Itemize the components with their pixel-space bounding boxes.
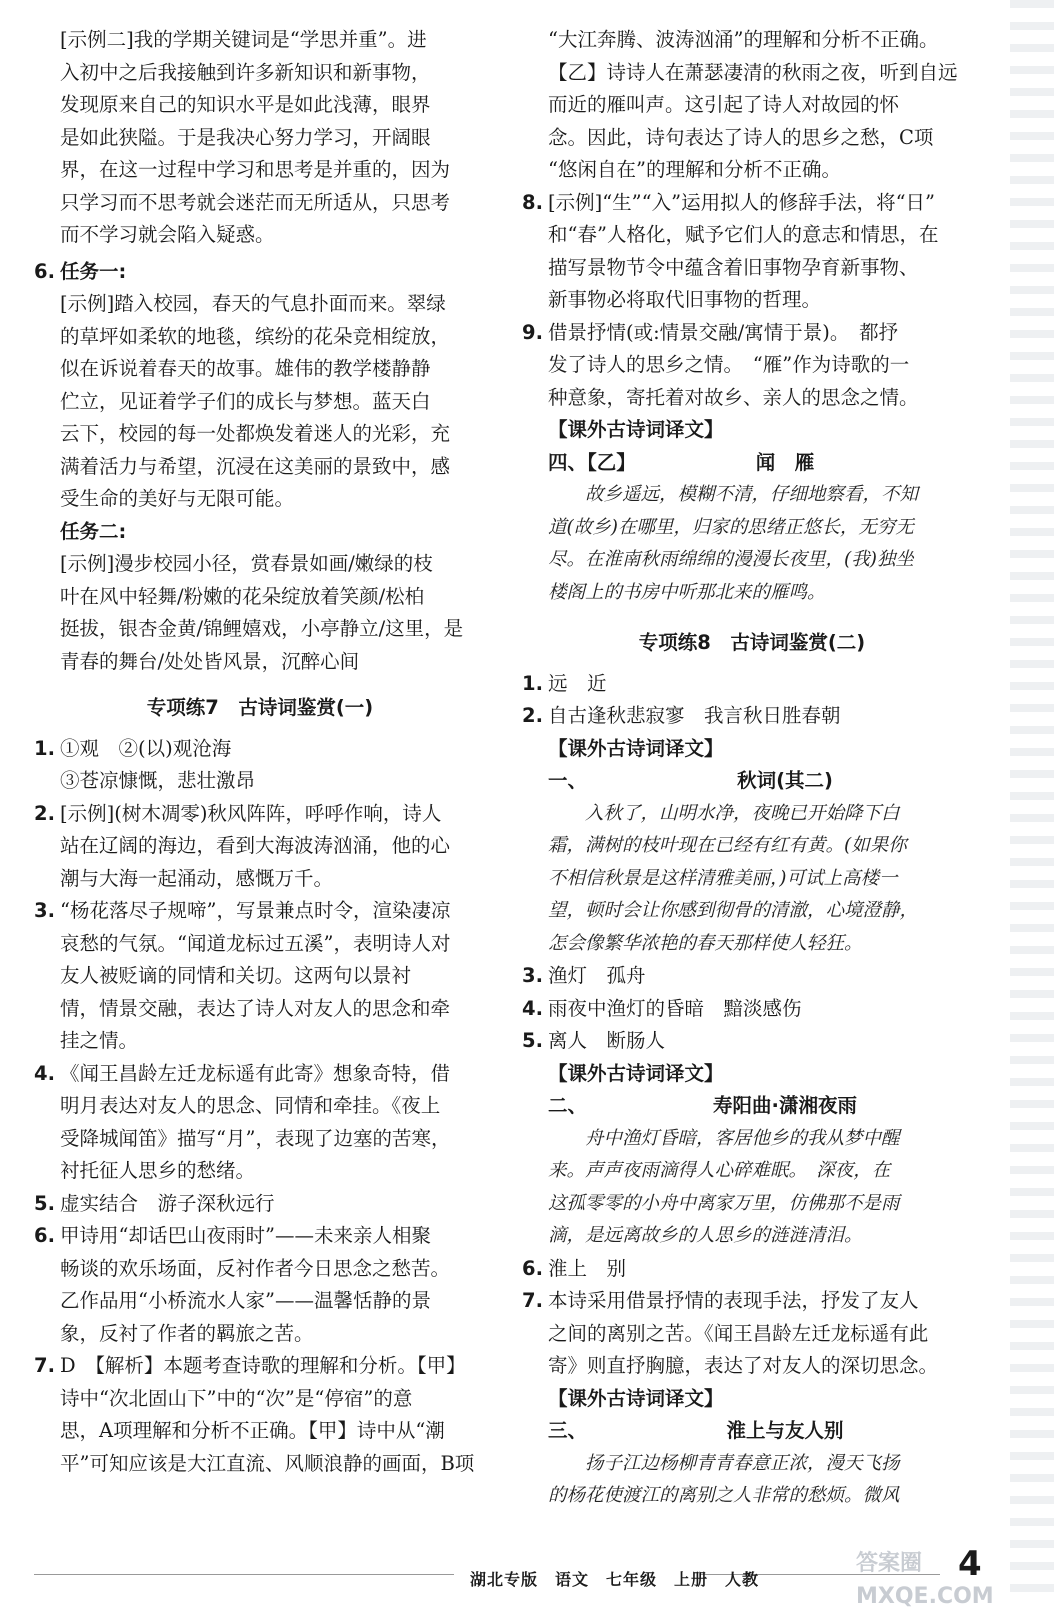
question-number: 6. [522,1256,543,1280]
text-line: 淮上 别 [548,1256,627,1280]
text-line: 《闻王昌龄左迁龙标遥有此寄》想象奇特，借 [60,1061,451,1085]
question-number: 7. [522,1289,543,1312]
question-8-1 [522,668,982,701]
text-line: 寄》则直抒胸臆，表达了对友人的深切思念。 [548,1354,939,1377]
translation-heading: 【课外古诗词译文】 [548,1061,724,1085]
question-7-3 [34,895,486,1058]
text-line: [示例]踏入校园，春天的气息扑面而来。翠绿 [60,292,446,315]
translation-heading: 【课外古诗词译文】 [548,1386,724,1410]
question-7-4 [34,1058,486,1188]
question-6 [34,256,486,679]
text-line: 发了诗人的思乡之情。 “雁”作为诗歌的一 [548,353,910,376]
left-column [34,24,486,1480]
footer-rule-left [34,1574,454,1575]
text-line: 的草坪如柔软的地毯，缤纷的花朵竞相绽放， [60,324,451,348]
translation-line: 故乡遥远，模糊不清，仔细地察看，不知 [548,484,919,505]
text-line: 青春的舞台/处处皆风景，沉醉心间 [60,649,360,673]
translation-title-row [548,765,982,798]
translation-heading: 【课外古诗词译文】 [548,418,724,441]
question-number: 5. [34,1191,55,1215]
translation-block-1 [548,733,982,961]
poem-title: 淮上与友人别 [726,1419,844,1442]
text-line: 是如此狭隘。于是我决心努力学习，开阔眼 [60,125,431,149]
translation-title-row [548,447,982,480]
question-number: 6. [34,1224,55,1247]
question-number: 1. [34,736,55,760]
translation-line: 怎会像繁华浓艳的春天那样使人轻狂。 [548,932,863,954]
question-number: 2. [34,801,55,825]
text-line: [示例]“生”“入”运用拟人的修辞手法，将“日” [548,190,936,214]
translation-line: 道(故乡)在哪里，归家的思绪正悠长，无穷无 [548,516,914,538]
text-line: [示例](树木凋零)秋风阵阵，呼呼作响，诗人 [60,801,442,825]
task-one-label: 任务一: [60,259,127,283]
question-number: 3. [522,964,543,987]
poem-title: 闻 雁 [755,450,815,474]
text-line: 哀愁的气氛。“闻道龙标过五溪”，表明诗人对 [60,931,451,955]
translation-label: 二、 [548,1094,588,1117]
text-line: 自古逢秋悲寂寥 我言秋日胜春朝 [548,704,841,727]
translation-block-2 [548,1058,982,1253]
text-line: 借景抒情(或:情景交融/寓情于景)。 都抒 [548,320,899,344]
text-line: 乙作品用“小桥流水人家”——温馨恬静的景 [60,1289,431,1312]
right-column [522,24,982,1513]
text-line: 思，A项理解和分析不正确。【甲】诗中从“潮 [60,1419,445,1442]
question-8-3 [522,960,982,993]
question-8 [522,187,982,317]
translation-line: 不相信秋景是这样清雅美丽，)可试上高楼一 [548,867,898,889]
text-line: 叶在风中轻舞/粉嫩的花朵绽放着笑颜/松柏 [60,584,425,608]
translation-line: 楼阁上的书房中听那北来的雁鸣。 [548,581,826,603]
text-line: 甲诗用“却话巴山夜雨时”——未来亲人相聚 [60,1224,431,1247]
translation-title-row [548,1090,982,1123]
text-line: 新事物必将取代旧事物的哲理。 [548,288,822,311]
translation-line: 望，顿时会让你感到彻骨的清澈，心境澄静， [548,900,919,921]
poem-title: 秋词(其二) [737,769,833,792]
question-number: 3. [34,899,55,922]
translation-line: 扬子江边杨柳青青春意正浓，漫天飞扬 [548,1452,900,1474]
question-9 [522,317,982,415]
text-line: 只学习而不思考就会迷茫而无所适从，只思考 [60,190,451,214]
question-number: 7. [34,1354,55,1377]
translation-heading: 【课外古诗词译文】 [548,736,724,760]
question-number: 8. [522,190,543,214]
translation-label: 一、 [548,769,588,792]
question-8-6 [522,1253,982,1286]
text-line: [示例二]我的学期关键词是“学思并重”。进 [60,28,427,51]
text-line: “杨花落尽子规啼”，写景兼点时令，渲染凄凉 [60,899,451,922]
section-title-8: 专项练8 古诗词鉴赏(二) [638,631,866,654]
text-line: 伫立，见证着学子们的成长与梦想。蓝天白 [60,389,431,413]
page-number: 4 [958,1544,982,1584]
watermark-logo: 答案圈 MXQE.COM [856,1551,994,1609]
text-line: ①观 ②(以)观沧海 [60,736,232,760]
question-number: 9. [522,320,543,344]
text-line: 诗中“次北固山下”中的“次”是“停宿”的意 [60,1386,413,1410]
text-line: 本诗采用借景抒情的表现手法，抒发了友人 [548,1289,919,1312]
text-line: 站在辽阔的海边，看到大海波涛汹涌，他的心 [60,834,451,857]
text-line: 平”可知应该是大江直流、风顺浪静的画面，B项 [60,1451,475,1475]
question-7-continued [548,24,982,187]
page-edge-decoration [1010,0,1054,1600]
text-line: 畅谈的欢乐场面，反衬作者今日思念之愁苦。 [60,1256,451,1280]
text-line: 渔灯 孤舟 [548,964,646,987]
text-line: “大江奔腾、波涛汹涌”的理解和分析不正确。 [548,28,939,51]
text-line: [示例]漫步校园小径，赏春景如画/嫩绿的枝 [60,552,433,575]
translation-line: 入秋了，山明水净，夜晚已开始降下白 [548,802,900,824]
translation-label: 四、【乙】 [548,450,636,474]
poem-title: 寿阳曲·潇湘夜雨 [713,1094,857,1117]
text-line: 挂之情。 [60,1029,139,1052]
text-line: 界，在这一过程中学习和思考是并重的，因为 [60,158,451,181]
question-number: 4. [522,996,543,1020]
text-line: 受生命的美好与无限可能。 [60,487,295,510]
text-line: “悠闲自在”的理解和分析不正确。 [548,158,841,181]
question-number: 5. [522,1029,543,1052]
translation-label: 三、 [548,1419,588,1442]
question-7-5 [34,1188,486,1221]
text-line: 【乙】诗诗人在萧瑟凄清的秋雨之夜，听到自远 [548,60,958,84]
translation-line: 霜，满树的枝叶现在已经有红有黄。(如果你 [548,835,907,856]
text-line: 和“春”人格化，赋予它们人的意志和情思，在 [548,223,939,246]
translation-line: 舟中渔灯昏暗，客居他乡的我从梦中醒 [548,1127,900,1149]
task-two-label: 任务二: [60,519,127,543]
text-line: 之间的离别之苦。《闻王昌龄左迁龙标遥有此 [548,1321,929,1345]
question-8-5 [522,1025,982,1058]
footer-edition: 湖北专版 语文 七年级 上册 人教 [470,1570,760,1589]
text-line: 云下，校园的每一处都焕发着迷人的光彩，充 [60,422,451,445]
question-8-7 [522,1285,982,1383]
translation-line: 这孤零零的小舟中离家万里，仿佛那不是雨 [548,1192,900,1214]
translation-line: 尽。在淮南秋雨绵绵的漫漫长夜里，(我)独坐 [548,549,914,570]
text-line: 受降城闻笛》描写“月”，表现了边塞的苦寒， [60,1126,451,1150]
translation-block-3 [548,1383,982,1513]
example-two [60,24,486,252]
question-8-4 [522,993,982,1026]
text-line: 而近的雁叫声。这引起了诗人对故园的怀 [548,93,900,116]
text-line: 种意象，寄托着对故乡、亲人的思念之情。 [548,385,919,409]
text-line: 明月表达对友人的思念、同情和牵挂。《夜上 [60,1094,441,1117]
text-line: 情，情景交融，表达了诗人对友人的思念和牵 [60,996,451,1020]
text-line: 象，反衬了作者的羁旅之苦。 [60,1321,314,1345]
text-line: 满着活力与希望，沉浸在这美丽的景致中，感 [60,454,451,478]
text-line: 而不学习就会陷入疑惑。 [60,223,275,246]
text-line: 潮与大海一起涌动，感慨万千。 [60,866,334,890]
question-number: 6. [34,259,55,283]
question-7-1 [34,733,486,798]
question-number: 1. [522,671,543,695]
question-number: 4. [34,1061,55,1085]
translation-line: 来。声声夜雨滴得人心碎难眠。 深夜，在 [548,1160,891,1181]
text-line: 远 近 [548,671,607,695]
translation-line: 的杨花使渡江的离别之人非常的愁烦。微风 [548,1485,900,1506]
text-line: 虚实结合 游子深秋远行 [60,1191,275,1215]
text-line: 似在诉说着春天的故事。雄伟的教学楼静静 [60,357,431,380]
question-7-2 [34,798,486,896]
text-line: 衬托征人思乡的愁绪。 [60,1159,256,1182]
question-number: 2. [522,704,543,727]
question-7-7 [34,1350,486,1480]
translation-line: 滴，是远离故乡的人思乡的涟涟清泪。 [548,1225,863,1246]
text-line: 发现原来自己的知识水平是如此浅薄，眼界 [60,93,431,116]
section-title-7: 专项练7 古诗词鉴赏(一) [146,696,374,719]
question-8-2 [522,700,982,733]
text-line: ③苍凉慷慨，悲壮激昂 [60,769,256,792]
question-7-6 [34,1220,486,1350]
text-line: D 【解析】本题考查诗歌的理解和分析。【甲】 [60,1354,466,1377]
text-line: 友人被贬谪的同情和关切。这两句以景衬 [60,964,412,987]
text-line: 离人 断肠人 [548,1029,666,1052]
text-line: 挺拔，银杏金黄/锦鲤嬉戏，小亭静立/这里，是 [60,617,464,640]
text-line: 入初中之后我接触到许多新知识和新事物， [60,60,431,84]
text-line: 雨夜中渔灯的昏暗 黯淡感伤 [548,996,802,1020]
translation-title-row [548,1415,982,1448]
text-line: 描写景物节令中蕴含着旧事物孕育新事物、 [548,255,919,279]
translation-block-4 [548,414,982,609]
text-line: 念。因此，诗句表达了诗人的思乡之愁，C项 [548,125,934,149]
